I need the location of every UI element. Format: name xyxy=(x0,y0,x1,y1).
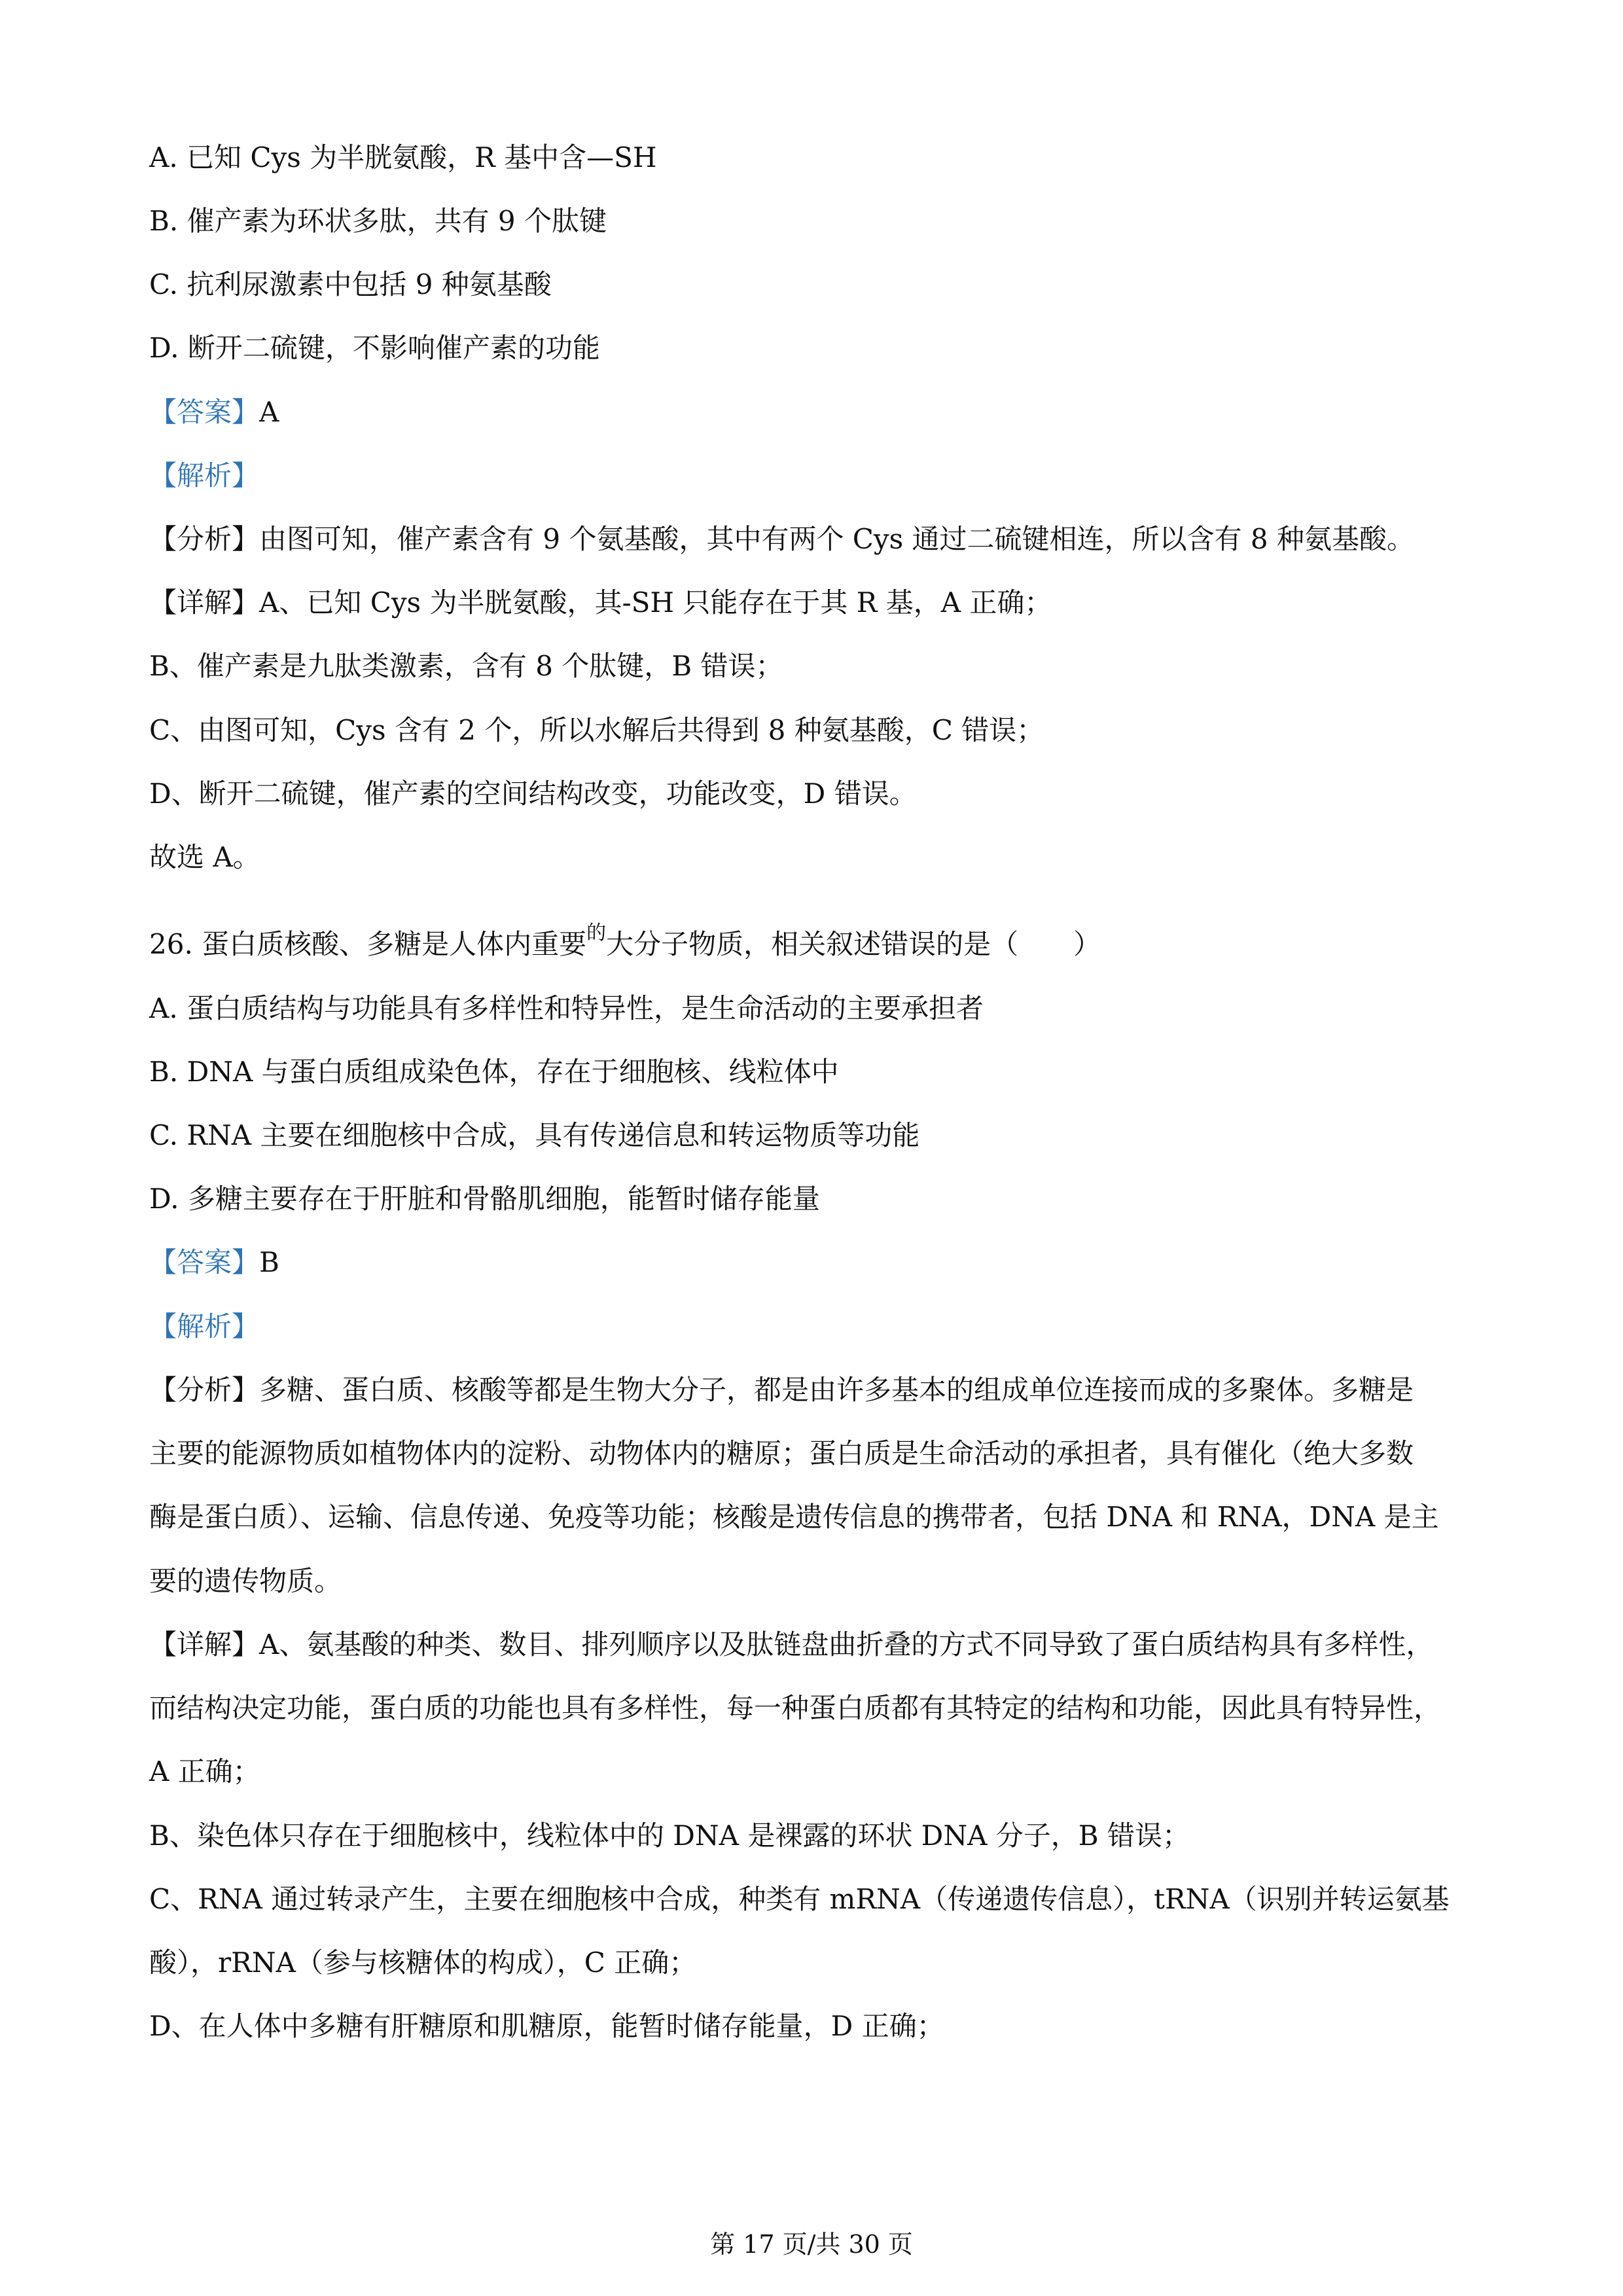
q26-xiangjie-line-2: 而结构决定功能，蛋白质的功能也具有多样性，每一种蛋白质都有其特定的结构和功能，因此具有特异性， xyxy=(149,1692,1442,1724)
q26-detail-d: D、在人体中多糖有肝糖原和肌糖原，能暂时储存能量，D 正确； xyxy=(149,2010,944,2042)
q26-option-a: A. 蛋白质结构与功能具有多样性和特异性，是生命活动的主要承担者 xyxy=(149,992,984,1024)
xiangjie-label: 【详解】 xyxy=(149,1628,260,1660)
q25-option-d: D. 断开二硫键，不影响催产素的功能 xyxy=(149,332,600,364)
q26-option-c: C. RNA 主要在细胞核中合成，具有传递信息和转运物质等功能 xyxy=(149,1119,920,1151)
q25-option-c: C. 抗利尿激素中包括 9 种氨基酸 xyxy=(149,268,552,300)
answer-value: A xyxy=(259,396,279,428)
q25-xiangjie xyxy=(149,583,1052,622)
fenxi-text: 多糖、蛋白质、核酸等都是生物大分子，都是由许多基本的组成单位连接而成的多聚体。多糖是 xyxy=(259,1374,1414,1406)
q26-stem-part1: 26. 蛋白质核酸、多糖是人体内重要 xyxy=(149,928,587,960)
q26-fenxi-line-1 xyxy=(149,1371,1414,1410)
answer-label: 【答案】 xyxy=(149,396,260,428)
xiangjie-text: A、氨基酸的种类、数目、排列顺序以及肽链盘曲折叠的方式不同导致了蛋白质结构具有多样性， xyxy=(259,1628,1434,1660)
analysis-label: 【解析】 xyxy=(149,1310,260,1342)
q26-xiangjie-line-1 xyxy=(149,1625,1433,1664)
q26-detail-c-line-2: 酸），rRNA（参与核糖体的构成），C 正确； xyxy=(149,1946,697,1979)
analysis-label: 【解析】 xyxy=(149,459,260,492)
q25-answer xyxy=(149,393,279,432)
answer-value: B xyxy=(259,1246,279,1278)
q25-fenxi xyxy=(149,520,1414,559)
q26-option-b: B. DNA 与蛋白质组成染色体，存在于细胞核、线粒体中 xyxy=(149,1056,839,1088)
xiangjie-label: 【详解】 xyxy=(149,586,260,619)
q26-fenxi-line-3: 酶是蛋白质）、运输、信息传递、免疫等功能；核酸是遗传信息的携带者，包括 DNA 和 RNA，DNA 是主 xyxy=(149,1501,1439,1533)
q26-stem-superscript: 的 xyxy=(586,922,607,944)
q26-answer xyxy=(149,1243,279,1282)
q26-detail-b: B、染色体只存在于细胞核中，线粒体中的 DNA 是裸露的环状 DNA 分子，B 错误； xyxy=(149,1820,1190,1852)
q25-conclusion: 故选 A。 xyxy=(149,841,260,873)
q25-option-b: B. 催产素为环状多肽，共有 9 个肽键 xyxy=(149,205,607,237)
q25-detail-d: D、断开二硫键，催产素的空间结构改变，功能改变，D 错误。 xyxy=(149,778,917,810)
fenxi-text: 由图可知，催产素含有 9 个氨基酸，其中有两个 Cys 通过二硫键相连，所以含有 8 种氨基酸。 xyxy=(259,523,1414,555)
q26-xiangjie-line-3: A 正确； xyxy=(149,1755,260,1787)
q26-fenxi-line-2: 主要的能源物质如植物体内的淀粉、动物体内的糖原；蛋白质是生命活动的承担者，具有催化（绝大多数 xyxy=(149,1437,1414,1469)
q26-option-d: D. 多糖主要存在于肝脏和骨骼肌细胞，能暂时储存能量 xyxy=(149,1183,820,1215)
q26-stem-part2: 大分子物质，相关叙述错误的是（ ） xyxy=(606,928,1101,960)
q26-analysis-heading xyxy=(149,1307,259,1346)
q26-fenxi-line-4: 要的遗传物质。 xyxy=(149,1565,342,1597)
q25-analysis-heading xyxy=(149,456,259,495)
q26-detail-c-line-1: C、RNA 通过转录产生，主要在细胞核中合成，种类有 mRNA（传递遗传信息），tRNA（识别并转运氨基 xyxy=(149,1883,1450,1915)
q25-detail-b: B、催产素是九肽类激素，含有 8 个肽键，B 错误； xyxy=(149,650,783,682)
q25-option-a: A. 已知 Cys 为半胱氨酸，R 基中含—SH xyxy=(149,141,657,173)
q26-stem xyxy=(149,922,1101,967)
fenxi-label: 【分析】 xyxy=(149,523,260,555)
page-footer: 第 17 页/共 30 页 xyxy=(710,2230,913,2259)
answer-label: 【答案】 xyxy=(149,1246,260,1278)
xiangjie-text: A、已知 Cys 为半胱氨酸，其-SH 只能存在于其 R 基，A 正确； xyxy=(259,586,1052,619)
q25-detail-c: C、由图可知，Cys 含有 2 个，所以水解后共得到 8 种氨基酸，C 错误； xyxy=(149,714,1044,746)
fenxi-label: 【分析】 xyxy=(149,1374,260,1406)
